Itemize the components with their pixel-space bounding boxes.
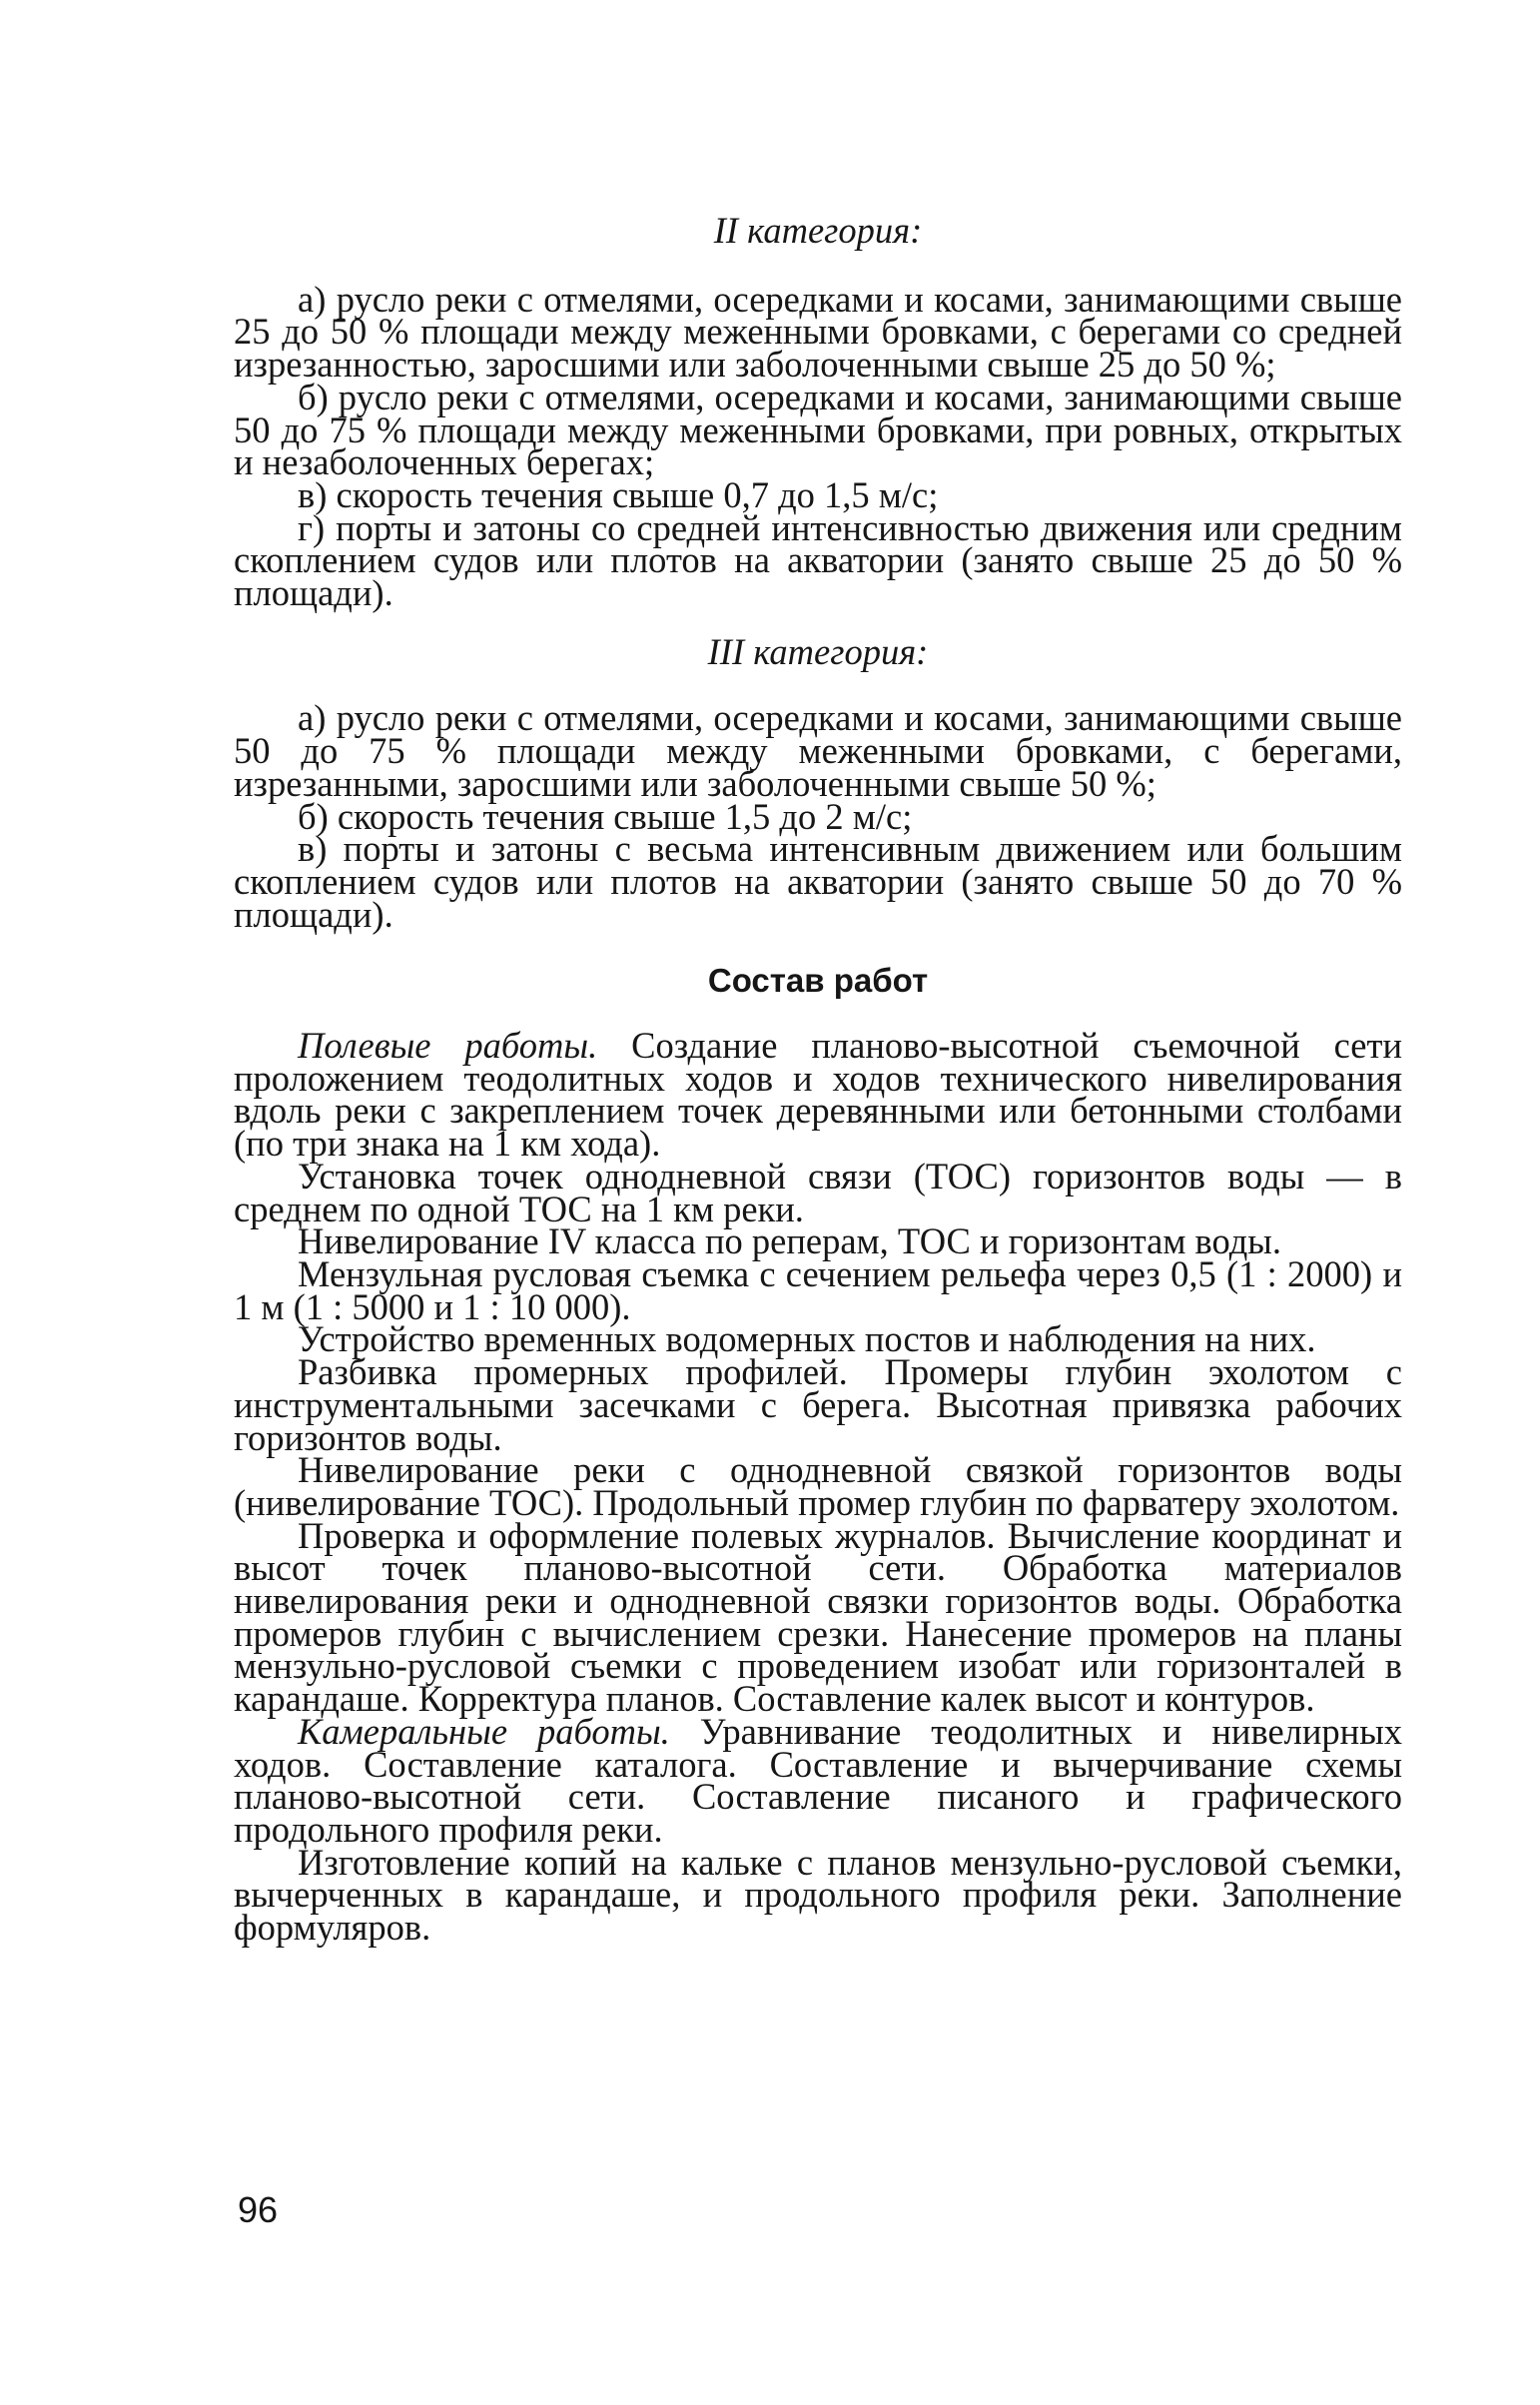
category-2-item-g: г) порты и затоны со средней интенсивностью движения или средним скоплением судов или плотов на акватории (занято свыше 25 до 50 % площади). [234, 506, 1402, 614]
work-paragraph: Разбивка промерных профилей. Промеры глубин эхолотом с инструментальными засечками с берега. Высотная привязка рабочих горизонтов воды. [234, 1351, 1402, 1458]
work-paragraph: Нивелирование IV класса по реперам, ТОС и горизонтам воды. [298, 1220, 1281, 1262]
final-paragraph: Изготовление копий на кальке с планов мензульно-русловой съемки, вычерченных в карандаше, и продольного профиля реки. Заполнение формуляров. [234, 1841, 1402, 1949]
page-number: 96 [238, 2189, 279, 2230]
category-2-item-b: б) русло реки с отмелями, осередками и косами, занимающими свыше 50 до 75 % площади между меженными бровками, при ровных, открытых и незаболоченных берегах; [234, 376, 1402, 483]
category-3-item-v: в) порты и затоны с весьма интенсивным движением или большим скоплением судов или плотов на акватории (занято свыше 50 до 70 % площади). [234, 828, 1402, 935]
field-works-label: Полевые работы. [298, 1025, 598, 1067]
office-works-label: Камеральные работы. [298, 1710, 670, 1752]
category-3-item-a: а) русло реки с отмелями, осередками и косами, занимающими свыше 50 до 75 % площади между меженными бровками, с берегами, изрезанными, заросшими или заболоченными свыше 50 %; [234, 697, 1402, 804]
field-works-paragraph [234, 1025, 1402, 1165]
category-2-item-a: а) русло реки с отмелями, осередками и косами, занимающими свыше 25 до 50 % площади между меженными бровками, с берегами со средней изрезанностью, заросшими или заболоченными свыше 25 до 50 %; [234, 278, 1402, 386]
page-body [234, 210, 1402, 1949]
work-paragraph: Проверка и оформление полевых журналов. Вычисление координат и высот точек планово-высотной сети. Обработка материалов нивелирования реки и однодневной связки горизонтов воды. Обработка промеров глубин с вычислением срезки. Нанесение промеров на планы мензульно-русловой съемки с проведением изобат или горизонталей в карандаше. Корректура планов. Составление калек высот и контуров. [234, 1514, 1402, 1720]
work-composition-heading: Состав работ [707, 962, 929, 1000]
work-paragraph: Нивелирование реки с однодневной связкой горизонтов воды (нивелирование ТОС). Продольный промер глубин по фарватеру эхолотом. [234, 1449, 1402, 1523]
work-paragraph: Мензульная русловая съемка с сечением рельефа через 0,5 (1 : 2000) и 1 м (1 : 5000 и 1 : 10 000). [234, 1252, 1402, 1327]
work-paragraph: Устройство временных водомерных постов и наблюдения на них. [298, 1318, 1316, 1360]
office-works-text: Уравнивание теодолитных и нивелирных ходов. Составление каталога. Составление и вычерчивание схемы планово-высотной сети. Составление писаного и графического продольного профиля реки. [234, 1710, 1402, 1850]
category-2-item-v: в) скорость течения свыше 0,7 до 1,5 м/с; [298, 473, 939, 515]
category-3-heading: III категория: [707, 630, 929, 672]
category-3-item-b: б) скорость течения свыше 1,5 до 2 м/с; [298, 795, 913, 837]
office-works-paragraph [234, 1710, 1402, 1850]
work-paragraph: Установка точек однодневной связи (ТОС) горизонтов воды — в среднем по одной ТОС на 1 км реки. [234, 1155, 1402, 1229]
category-2-heading: II категория: [713, 210, 923, 251]
field-works-text: Создание планово-высотной съемочной сети проложением теодолитных ходов и ходов технического нивелирования вдоль реки с закреплением точек деревянными или бетонными столбами (по три знака на 1 км хода). [234, 1025, 1402, 1165]
